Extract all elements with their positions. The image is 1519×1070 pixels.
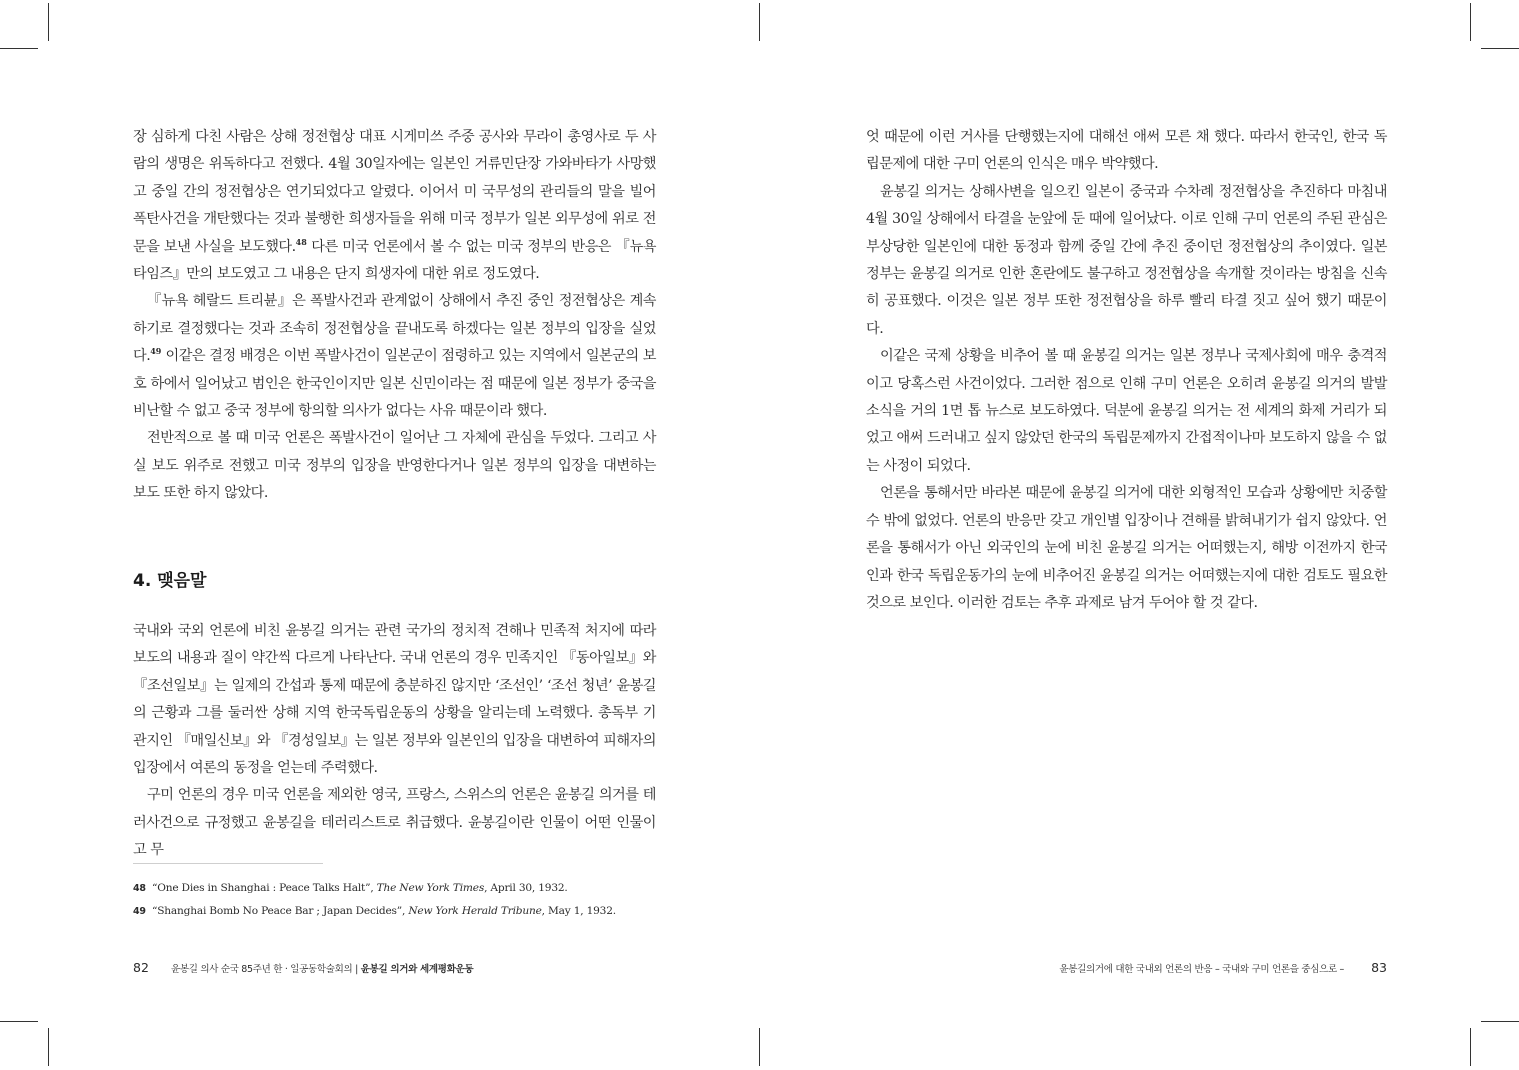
page-number: 83 (1371, 960, 1387, 975)
body-paragraph: 장 심하게 다친 사람은 상해 정전협상 대표 시게미쓰 주중 공사와 무라이 총영사로 두 사람의 생명은 위독하다고 전했다. 4월 30일자에는 일본인 거류민단장 가와바타가 사망했고 중일 간의 정전협상은 연기되었다고 알렸다. 이어서 미 국무성의 관리들의 말을 빌어 폭탄사건을 개탄했다는 것과 불행한 희생자들을 위해 미국 정부가 일본 외무성에 위로 전문을 보낸 사실을 보도했다.$^{48}$ 다른 미국 언론에서 볼 수 없는 미국 정부의 반응은 『뉴욕 타임즈』만의 보도였고 그 내용은 단지 희생자에 대한 위로 정도였다. (133, 129, 656, 283)
body-paragraph: 구미 언론의 경우 미국 언론을 제외한 영국, 프랑스, 스위스의 언론은 윤봉길 의거를 테러사건으로 규정했고 윤봉길을 테러리스트로 취급했다. 윤봉길이란 인물이 어떤 인물이고 무 (133, 787, 656, 859)
crop-mark-bottom-left-v (48, 1028, 49, 1066)
footnote-number: 48 (133, 883, 146, 894)
footnote-ref: 48 (295, 236, 307, 247)
crop-mark-bottom-center (759, 1028, 760, 1066)
crop-mark-top-left-h (0, 48, 38, 49)
running-head: 윤봉길의거에 대한 국내외 언론의 반응 – 국내와 구미 언론을 중심으로 – (1059, 964, 1344, 975)
body-paragraph: 국내와 국외 언론에 비친 윤봉길 의거는 관련 국가의 정치적 견해나 민족적 처지에 따라 보도의 내용과 질이 약간씩 다르게 나타난다. 국내 언론의 경우 민족지인 『동아일보』와 『조선일보』는 일제의 간섭과 통제 때문에 충분하진 않지만 ‘조선인’ ‘조선 청년’ 윤봉길의 근황과 그를 둘러싼 상해 지역 한국독립운동의 상황을 알리는데 노력했다. 총독부 기관지인 『매일신보』와 『경성일보』는 일본 정부와 일본인의 입장을 대변하여 피해자의 입장에서 여론의 동정을 얻는데 주력했다. (133, 623, 656, 777)
crop-mark-top-center (759, 3, 760, 41)
footnote-text: “Shanghai Bomb No Peace Bar ; Japan Decides”, (152, 905, 409, 917)
footnotes (133, 877, 693, 923)
right-folio (1059, 957, 1387, 976)
left-page-body-top (133, 124, 656, 508)
crop-mark-bottom-left-h (0, 1021, 38, 1022)
left-folio (133, 957, 473, 976)
footnote-rule (133, 863, 323, 864)
footnote (133, 877, 693, 900)
left-page-body-bottom (133, 618, 656, 865)
footnote-text: “One Dies in Shanghai : Peace Talks Halt”, (152, 882, 377, 894)
footnote-publication: The New York Times (376, 882, 485, 894)
footnote (133, 900, 693, 923)
right-page-body (866, 124, 1387, 617)
running-head-text: 윤봉길 의사 순국 85주년 한 · 일공동학술회의 | (171, 964, 361, 975)
crop-mark-top-right-v (1470, 3, 1471, 41)
crop-mark-top-right-h (1481, 48, 1519, 49)
footnote-ref: 49 (150, 346, 162, 357)
page-number: 82 (133, 960, 149, 975)
footnote-date: , May 1, 1932. (541, 905, 616, 917)
crop-mark-top-left-v (48, 3, 49, 41)
running-head (171, 964, 473, 975)
footnote-date: , April 30, 1932. (484, 882, 568, 894)
body-paragraph: 윤봉길 의거는 상해사변을 일으킨 일본이 중국과 수차례 정전협상을 추진하다 마침내 4월 30일 상해에서 타결을 눈앞에 둔 때에 일어났다. 이로 인해 구미 언론의 주된 관심은 부상당한 일본인에 대한 동정과 함께 중일 간에 추진 중이던 정전협상의 추이였다. 일본 정부는 윤봉길 의거로 인한 혼란에도 불구하고 정전협상을 속개할 것이라는 방침을 신속히 공표했다. 이것은 일본 정부 또한 정전협상을 하루 빨리 타결 짓고 싶어 했기 때문이다. (866, 183, 1387, 337)
running-head-title: 윤봉길 의거와 세계평화운동 (360, 964, 474, 975)
footnote-publication: New York Herald Tribune (408, 905, 542, 917)
body-paragraph: 전반적으로 볼 때 미국 언론은 폭발사건이 일어난 그 자체에 관심을 두었다. 그리고 사실 보도 위주로 전했고 미국 정부의 입장을 반영한다거나 일본 정부의 입장을 대변하는 보도 또한 하지 않았다. (133, 430, 656, 502)
body-paragraph: 엇 때문에 이런 거사를 단행했는지에 대해선 애써 모른 채 했다. 따라서 한국인, 한국 독립문제에 대한 구미 언론의 인식은 매우 박약했다. (866, 129, 1387, 173)
crop-mark-bottom-right-v (1470, 1028, 1471, 1066)
body-paragraph: 언론을 통해서만 바라본 때문에 윤봉길 의거에 대한 외형적인 모습과 상황에만 치중할 수 밖에 없었다. 언론의 반응만 갖고 개인별 입장이나 견해를 밝혀내기가 쉽지 않았다. 언론을 통해서가 아닌 외국인의 눈에 비친 윤봉길 의거는 어떠했는지, 해방 이전까지 한국인과 한국 독립운동가의 눈에 비추어진 윤봉길 의거는 어떠했는지에 대한 검토도 필요한 것으로 보인다. 이러한 검토는 추후 과제로 남겨 두어야 할 것 같다. (866, 485, 1387, 611)
body-paragraph: 이같은 국제 상황을 비추어 볼 때 윤봉길 의거는 일본 정부나 국제사회에 매우 충격적이고 당혹스런 사건이었다. 그러한 점으로 인해 구미 언론은 오히려 윤봉길 의거의 발발 소식을 거의 1면 톱 뉴스로 보도하였다. 덕분에 윤봉길 의거는 전 세계의 화제 거리가 되었고 애써 드러내고 싶지 않았던 한국의 독립문제까지 간접적이나마 보도하지 않을 수 없는 사정이 되었다. (866, 348, 1387, 474)
body-paragraph: 『뉴욕 헤랄드 트리뷴』은 폭발사건과 관계없이 상해에서 추진 중인 정전협상은 계속하기로 결정했다는 것과 조속히 정전협상을 끝내도록 하겠다는 일본 정부의 입장을 실었다.$^{49}$ 이같은 결정 배경은 이번 폭발사건이 일본군이 점령하고 있는 지역에서 일본군의 보호 하에서 일어났고 범인은 한국인이지만 일본 신민이라는 점 때문에 일본 정부가 중국을 비난할 수 없고 중국 정부에 항의할 의사가 없다는 사유 때문이라 했다. (133, 293, 656, 420)
section-title: 4. 맺음말 (133, 571, 207, 591)
crop-mark-bottom-right-h (1481, 1021, 1519, 1022)
footnote-number: 49 (133, 906, 146, 917)
